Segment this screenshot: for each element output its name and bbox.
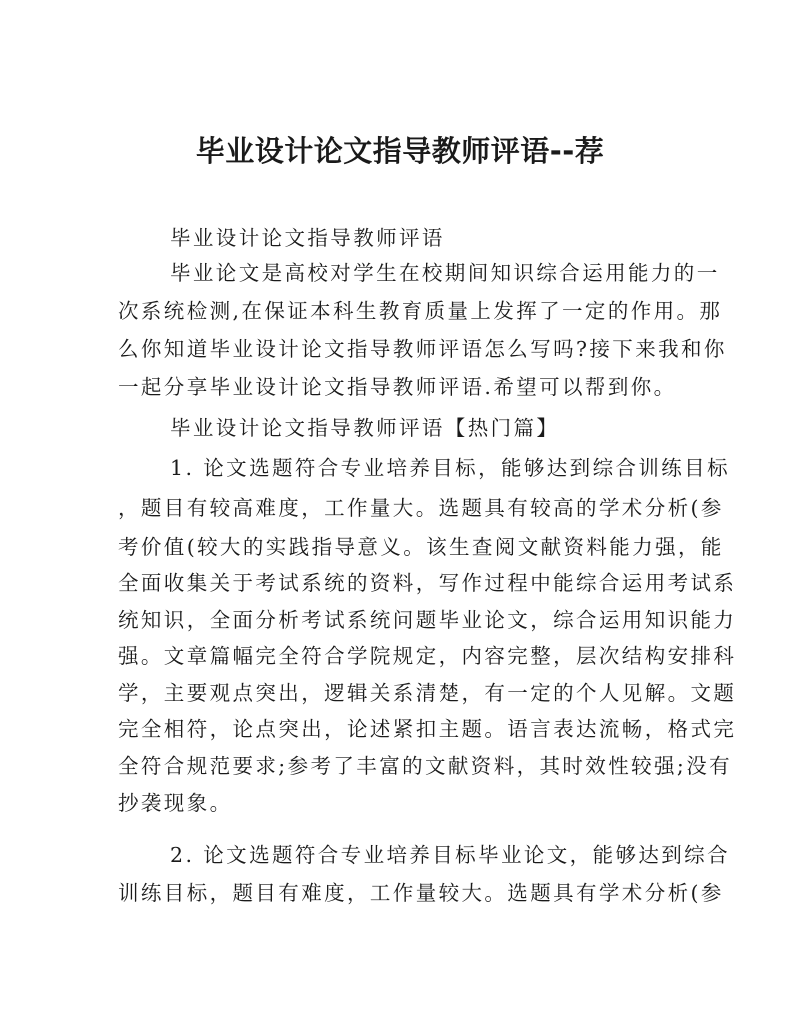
paragraph-line: 1. 论文选题符合专业培养目标，能够达到综合训练目标 (170, 456, 730, 480)
paragraph-line: ，题目有较高难度，工作量大。选题具有较高的学术分析(参 (118, 496, 724, 520)
document-title: 毕业设计论文指导教师评语--荐 (195, 134, 605, 168)
paragraph-line: 全符合规范要求;参考了丰富的文献资料，其时效性较强;没有 (118, 754, 733, 778)
paragraph-line: 统知识，全面分析考试系统问题毕业论文，综合运用知识能力 (118, 608, 737, 632)
paragraph-line: 训练目标，题目有难度，工作量较大。选题具有学术分析(参 (118, 881, 724, 905)
section-heading: 毕业设计论文指导教师评语【热门篇】 (170, 416, 560, 440)
paragraph-line: 2. 论文选题符合专业培养目标毕业论文，能够达到综合 (170, 843, 730, 867)
paragraph-line: 强。文章篇幅完全符合学院规定，内容完整，层次结构安排科 (118, 644, 737, 668)
paragraph-line: 次系统检测,在保证本科生教育质量上发挥了一定的作用。那 (118, 299, 723, 323)
paragraph-line: 全面收集关于考试系统的资料，写作过程中能综合运用考试系 (118, 571, 737, 595)
paragraph-line: 完全相符，论点突出，论述紧扣主题。语言表达流畅，格式完 (118, 717, 737, 741)
paragraph-line: 么你知道毕业设计论文指导教师评语怎么写吗?接下来我和你 (118, 337, 727, 361)
paragraph-line: 毕业论文是高校对学生在校期间知识综合运用能力的一 (170, 261, 720, 285)
paragraph-line: 抄袭现象。 (118, 791, 233, 815)
paragraph-line: 考价值(较大的实践指导意义。该生查阅文献资料能力强，能 (118, 535, 724, 559)
paragraph-line: 一起分享毕业设计论文指导教师评语.希望可以帮到你。 (118, 375, 677, 399)
paragraph-line: 毕业设计论文指导教师评语 (170, 226, 445, 250)
paragraph-line: 学，主要观点突出，逻辑关系清楚，有一定的个人见解。文题 (118, 681, 737, 705)
